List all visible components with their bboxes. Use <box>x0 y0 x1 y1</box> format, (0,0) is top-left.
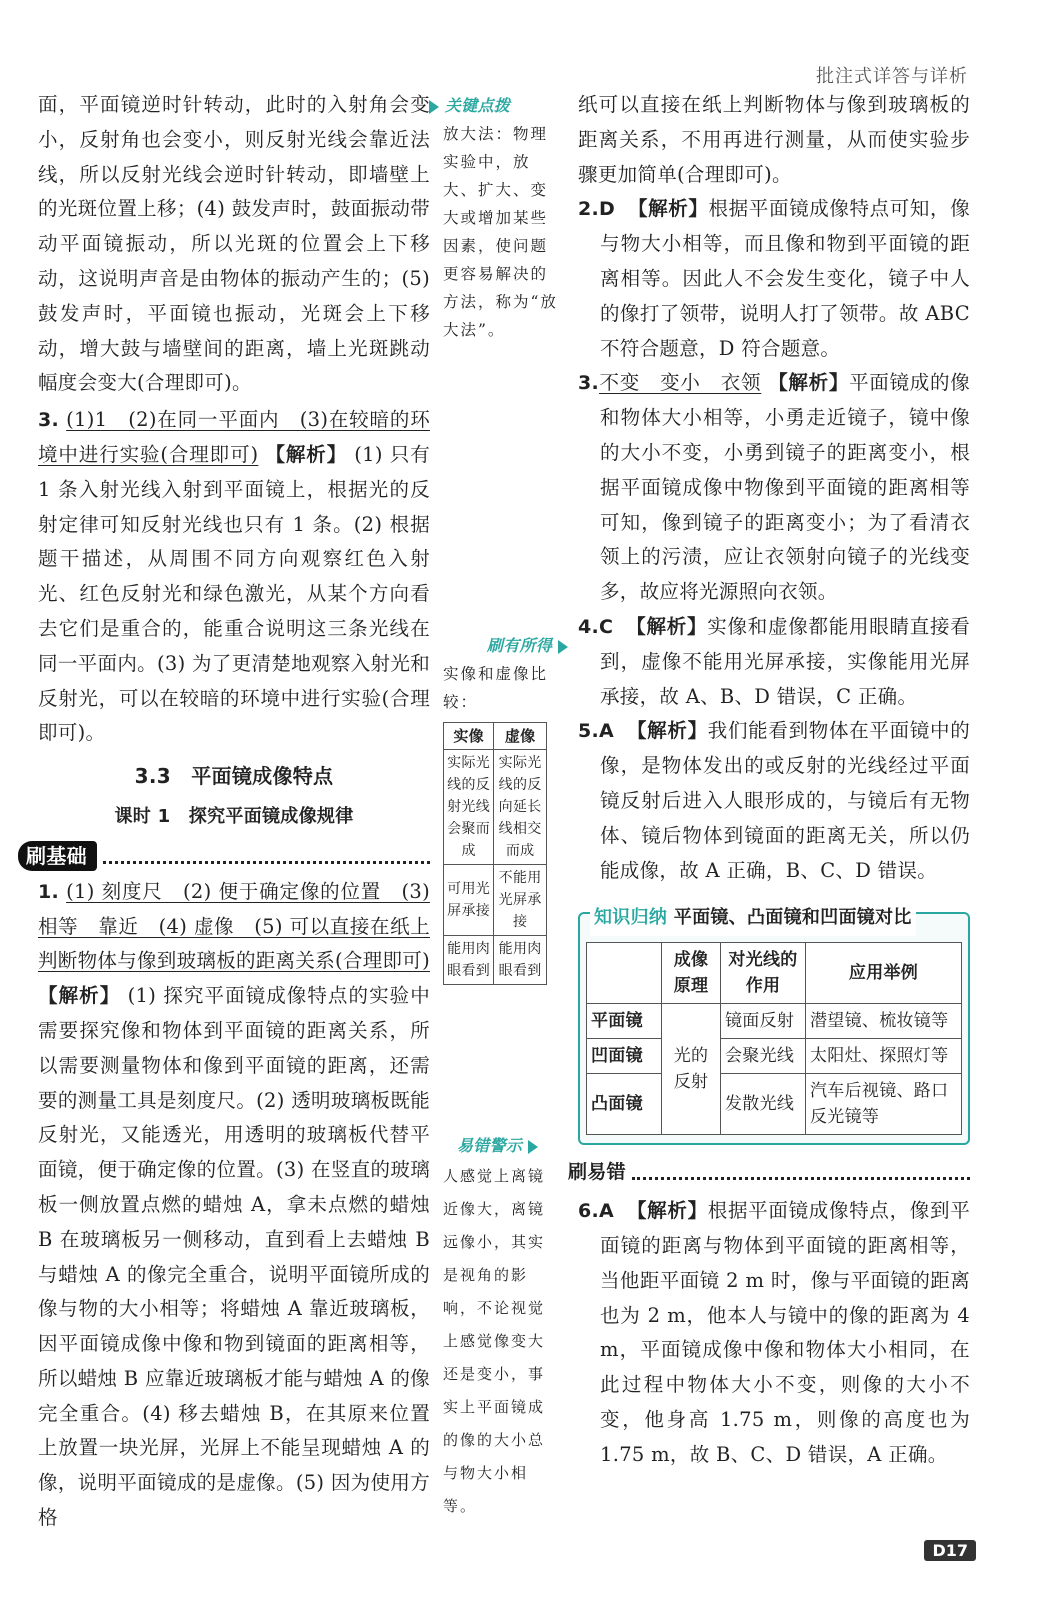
table-header-blank <box>587 943 662 1004</box>
pointer-triangle-icon <box>429 100 439 114</box>
question-5 <box>578 714 970 888</box>
question-answer: (1)1 (2)在同一平面内 (3)在较暗的环境中进行实验(合理即可) <box>38 408 431 466</box>
analysis-label: 【解析】 <box>626 719 708 743</box>
compare-intro: 实像和虚像比较： <box>443 665 549 711</box>
analysis-text: (1) 只有 1 条入射光线入射到平面镜上，根据光的反射定律可知反射光线也只有 1 条。(2) 根据题干描述，从周围不同方向观察红色入射光、红色反射光和绿色激光，从某个方向看去它们是重合的，能重合说明这三条光线在同一平面内。(3) 为了更清楚地观察入射光和反射光，可以在较暗的环境中进行实验(合理即可)。 <box>38 442 431 745</box>
question-number: 3. <box>578 372 600 395</box>
table-header-principle: 成像原理 <box>662 943 721 1004</box>
question-answer: D <box>599 198 616 221</box>
analysis-label: 【解析】 <box>627 197 709 221</box>
question-3 <box>38 403 430 751</box>
dotted-divider <box>103 847 430 864</box>
dotted-divider <box>632 1165 970 1180</box>
analysis-label: 【解析】 <box>265 442 348 466</box>
section-title: 3.3 平面镜成像特点 <box>134 764 334 789</box>
table-header-effect: 对光线的作用 <box>721 943 806 1004</box>
key-tip-note <box>443 92 558 344</box>
question-4 <box>578 610 970 714</box>
knowledge-tag: 知识归纳 <box>594 907 668 929</box>
effect-cell: 会聚光线 <box>721 1039 806 1074</box>
question-answer: A <box>599 1200 615 1223</box>
brush-basic-label: 刷基础 <box>18 841 97 871</box>
warning-title: 易错警示 <box>456 1136 523 1155</box>
compare-header-real: 实像 <box>444 723 494 750</box>
key-tip-text: 放大法：物理实验中，放大、扩大、变大或增加某些因素，使问题更容易解决的方法，称为“放大法”。 <box>443 125 558 339</box>
row-label-concave-mirror: 凹面镜 <box>587 1039 662 1074</box>
use-cell: 太阳灶、探照灯等 <box>806 1039 962 1074</box>
question-number: 2. <box>578 198 600 221</box>
analysis-text: 实像和虚像都能用眼睛直接看到，虚像不能用光屏承接，实像能用光屏承接，故 A、B、D 错误，C 正确。 <box>600 614 971 708</box>
compare-note <box>443 632 558 985</box>
question-3-right <box>578 366 970 610</box>
right-paragraph-continued: 纸可以直接在纸上判断物体与像到玻璃板的距离关系，不用再进行测量，从而使实验步骤更加简单(合理即可)。 <box>578 93 970 186</box>
use-cell: 汽车后视镜、路口反光镜等 <box>806 1074 962 1135</box>
warning-note <box>443 1132 558 1523</box>
right-column <box>568 88 971 1473</box>
question-answer: C <box>599 615 614 638</box>
compare-cell: 能用肉眼看到 <box>494 936 547 985</box>
question-number: 1. <box>38 880 60 903</box>
effect-cell: 发散光线 <box>721 1074 806 1135</box>
analysis-text: 平面镜成的像和物体大小相等，小勇走近镜子，镜中像的大小不变，小勇到镜子的距离变小，根据平面镜成像中物像到平面镜的距离相等可知，像到镜子的距离变小；为了看清衣领上的污渍，应让衣领射向镜子的光线变多，故应将光源照向衣领。 <box>600 371 971 604</box>
analysis-text: (1) 探究平面镜成像特点的实验中需要探究像和物体到平面镜的距离关系，所以需要测量物体和像到平面镜的距离，还需要的测量工具是刻度尺。(2) 透明玻璃板既能反射光，又能透光，用透明的玻璃板代替平面镜，便于确定像的位置。(3) 在竖直的玻璃板一侧放置点燃的蜡烛 A，拿未点燃的蜡烛 B 在玻璃板另一侧移动，直到看上去蜡烛 B 与蜡烛 A 的像完全重合，说明平面镜所成的像与物的大小相等；将蜡烛 A 靠近玻璃板，因平面镜成像中像和物到镜面的距离相等，所以蜡烛 B 应靠近玻璃板才能与蜡烛 A 的像完全重合。(4) 移去蜡烛 B，在其原来位置上放置一块光屏，光屏上不能呈现蜡烛 A 的像，说明平面镜成的是虚像。(5) 因为使用方格 <box>38 984 431 1530</box>
principle-cell: 光的反射 <box>662 1004 721 1135</box>
question-2 <box>578 192 970 366</box>
question-number: 3. <box>38 409 60 432</box>
compare-cell: 实际光线的反射光线会聚而成 <box>444 750 494 865</box>
question-1 <box>38 875 430 1536</box>
compare-cell: 可用光屏承接 <box>444 865 494 936</box>
row-label-convex-mirror: 凸面镜 <box>587 1074 662 1135</box>
question-answer: 不变 变小 衣领 <box>599 371 762 395</box>
question-6 <box>578 1194 970 1472</box>
knowledge-summary-title <box>590 901 916 936</box>
left-paragraph-continued: 面，平面镜逆时针转动，此时的入射角会变小，反射角也会变小，则反射光线会靠近法线，所以反射光线会逆时针转动，即墙壁上的光斑位置上移；(4) 鼓发声时，鼓面振动带动平面镜振动，所以光斑的位置会上下移动，这说明声音是由物体的振动产生的；(5) 鼓发声时，平面镜也振动，光斑会上下移动，增大鼓与墙壁间的距离，墙上光斑跳动幅度会变大(合理即可)。 <box>38 93 430 395</box>
effect-cell: 镜面反射 <box>721 1004 806 1039</box>
table-header-use: 应用举例 <box>806 943 962 1004</box>
analysis-label: 【解析】 <box>626 614 708 638</box>
compare-cell: 能用肉眼看到 <box>444 936 494 985</box>
mirror-compare-table <box>586 942 962 1135</box>
question-answer: (1) 刻度尺 (2) 便于确定像的位置 (3) 相等 靠近 (4) 虚像 (5) 可以直接在纸上判断物体与像到玻璃板的距离关系(合理即可) <box>38 879 431 973</box>
analysis-text: 我们能看到物体在平面镜中的像，是物体发出的或反射的光线经过平面镜反射后进入人眼形成的，与镜后有无物体、镜后物体到镜面的距离无关，所以仍能成像，故 A 正确，B、C、D 错误。 <box>600 719 971 882</box>
analysis-label: 【解析】 <box>38 984 121 1008</box>
left-column <box>26 88 431 1536</box>
brush-error-label: 刷易错 <box>568 1161 626 1184</box>
lesson-title: 课时 1 探究平面镜成像规律 <box>114 805 354 827</box>
pointer-triangle-icon <box>558 640 568 654</box>
compare-header-virtual: 虚像 <box>494 723 547 750</box>
use-cell: 潜望镜、梳妆镜等 <box>806 1004 962 1039</box>
warning-text: 人感觉上离镜近像大，离镜远像小，其实是视角的影响，不论视觉上感觉像变大还是变小，事实上平面镜成的像的大小总与物大小相等。 <box>443 1167 546 1515</box>
compare-title: 刷有所得 <box>486 636 553 655</box>
question-number: 4. <box>578 615 600 638</box>
page-header-title: 批注式详答与详析 <box>816 66 968 87</box>
key-tip-title: 关键点拨 <box>444 96 511 115</box>
compare-cell: 实际光线的反向延长线相交而成 <box>494 750 547 865</box>
question-number: 5. <box>578 720 600 743</box>
analysis-text: 根据平面镜成像特点，像到平面镜的距离与物体到平面镜的距离相等，当他距平面镜 2 m 时，像与平面镜的距离也为 2 m，他本人与镜中的像的距离为 4 m，平面镜成像中像和物体大小相同，在此过程中物体大小不变，则像的大小不变，他身高 1.75 m，则像的高度也为 1.75 m，故 B、C、D 错误，A 正确。 <box>600 1199 971 1466</box>
knowledge-summary-box <box>578 907 970 1145</box>
brush-basic-header <box>18 841 430 871</box>
analysis-label: 【解析】 <box>626 1199 708 1223</box>
analysis-label: 【解析】 <box>768 371 850 395</box>
knowledge-title: 平面镜、凸面镜和凹面镜对比 <box>673 907 912 929</box>
real-virtual-compare-table <box>443 722 547 985</box>
page-number: D17 <box>924 1540 976 1561</box>
brush-error-header <box>568 1155 970 1190</box>
question-answer: A <box>599 720 615 743</box>
side-notes <box>443 92 558 1515</box>
analysis-text: 根据平面镜成像特点可知，像与物大小相等，而且像和物到平面镜的距离相等。因此人不会发生变化，镜子中人的像打了领带，说明人打了领带。故 ABC 不符合题意，D 符合题意。 <box>600 197 971 360</box>
compare-cell: 不能用光屏承接 <box>494 865 547 936</box>
row-label-plane-mirror: 平面镜 <box>587 1004 662 1039</box>
question-number: 6. <box>578 1200 600 1223</box>
pointer-triangle-icon <box>528 1140 538 1154</box>
